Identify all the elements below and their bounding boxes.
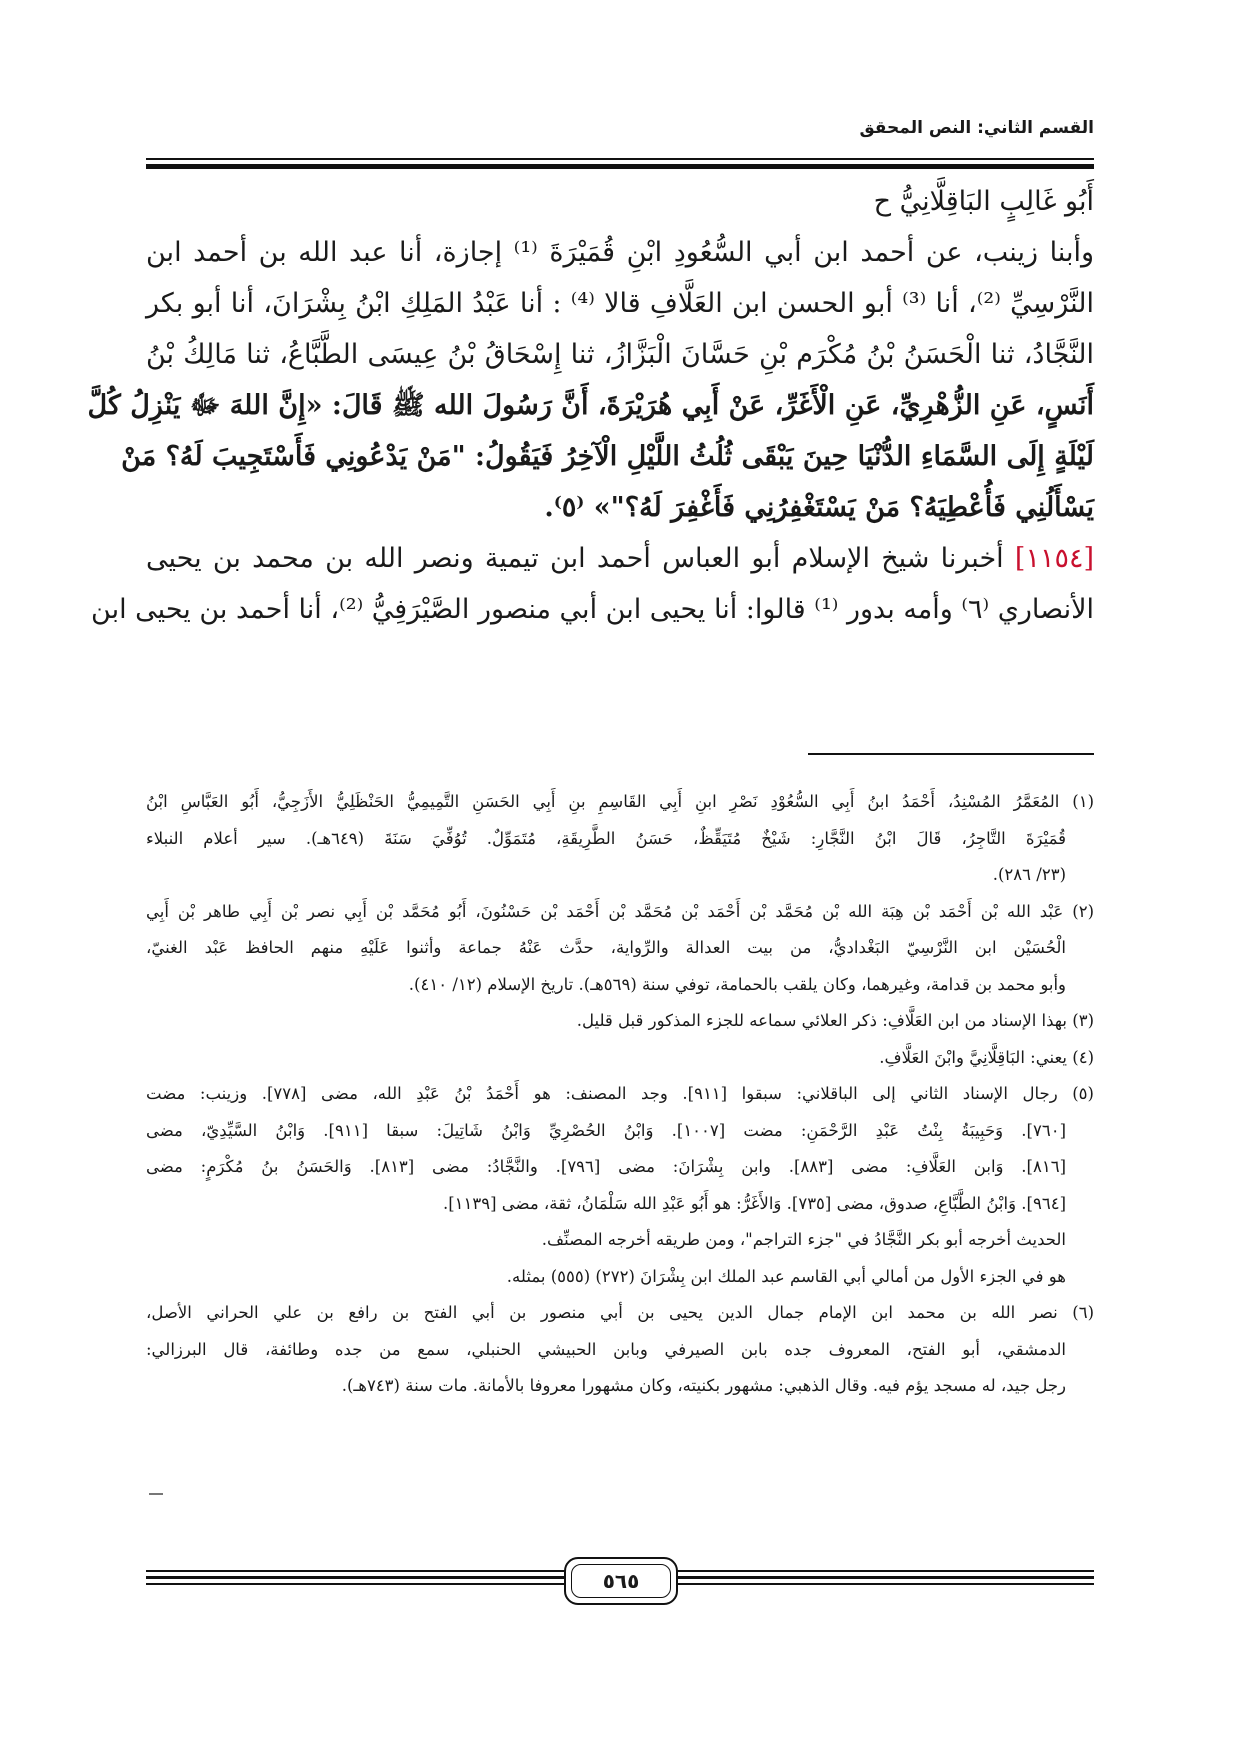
header-rule-thick [146, 164, 1094, 169]
text-line: وأبنا زينب، عن أحمد ابن أبي السُّعُودِ ابْنِ قُمَيْرَةَ ⁽¹⁾ إجازة، أنا عبد الله بن أحمد ابن [146, 237, 1095, 268]
footnote-line: رجل جيد، له مسجد يؤم فيه. وقال الذهبي: مشهور بكنيته، وكان مشهورا معروفا بالأمانة. مات سنة (٧٤٣هـ). [341, 1376, 1066, 1395]
text-line: النَّجَّادُ، ثنا الْحَسَنُ بْنُ مُكْرَم بْنِ حَسَّانَ الْبَزَّازُ، ثنا إِسْحَاقُ بْنُ عِيسَى الطَّبَّاعُ، ثنا مَالِكُ بْنُ [146, 339, 1094, 370]
continuation-mark [149, 1493, 163, 1495]
entry-number: [١١٥٤] [1014, 543, 1094, 574]
footnote-line: الْحُسَيْن ابن النَّرْسِيّ البَغْداديُّ، من بيت العدالة والرِّواية، حدَّث عَنْهُ جماعة وأثنوا عَلَيْهِ منهم الحافظ عَبْد الغنيّ، [146, 938, 1066, 957]
entry-text: أخبرنا شيخ الإسلام أبو العباس أحمد ابن تيمية ونصر الله بن محمد بن يحيى [146, 543, 1015, 574]
hadith-line: أَنَسٍ، عَنِ الزُّهْرِيِّ، عَنِ الْأَغَرِّ، عَنْ أَبِي هُرَيْرَةَ، أَنَّ رَسُولَ الله ﷺ قَالَ: «إِنَّ اللهَ ﷻ يَنْزِلُ كُلَّ [87, 390, 1094, 421]
header-rule [146, 158, 1094, 160]
page-number-badge [564, 1557, 678, 1605]
footnote-line: (٥) رجال الإسناد الثاني إلى الباقلاني: سبقوا [٩١١]. وجد المصنف: هو أَحْمَدُ بْنُ عَبْدِ الله، مضى [٧٧٨]. وزينب: مضت [146, 1084, 1094, 1103]
footnote-line: (٤) يعني: البَاقِلَّانِيَّ وابْنَ العَلَّافِ. [879, 1047, 1094, 1067]
footnote-line: (٢) عَبْد الله بْن أَحْمَد بْن هِبَة الله بْن مُحَمَّد بْن أَحْمَد بْن مُحَمَّد بْن أَحْمَد بْن حَسْنُونَ، أَبُو مُحَمَّد بْن أَبِي نصر بْن أَبِي طاهر بْن أَبِي [146, 901, 1094, 921]
footnote-line: (١) المُعَمَّرُ المُسْنِدُ، أَحْمَدُ ابنُ أَبِي السُّعُوْدِ نَصْرِ ابنِ أَبِي القَاسِمِ بنِ أَبِي الحَسَنِ التَّمِيمِيُّ الحَنْظَلِيُّ الأَزَجِيُّ، أَبُو العَبَّاسِ ابْنُ [146, 792, 1094, 811]
footnote-line: [٧٦٠]. وَحَبِيبَةُ بِنْتُ عَبْدِ الرَّحْمَنِ: مضت [١٠٠٧]. وَابْنُ الحُصْرِيِّ وَابْنُ شَاتِيلَ: سبقا [٩١١]. وَابْنُ السَّيِّدِيّ، مضى [146, 1120, 1066, 1140]
footnote-line: (٢٣/ ٢٨٦). [992, 865, 1066, 884]
footnotes [146, 784, 1094, 1405]
page-number: ٥٦٥ [571, 1564, 671, 1598]
running-header: القسم الثاني: النص المحقق [859, 118, 1094, 138]
footnote-line: وأبو محمد بن قدامة، وغيرهما، وكان يلقب بالحمامة، توفي سنة (٥٦٩هـ). تاريخ الإسلام (١٢/ ٤١٠). [408, 974, 1066, 994]
text-line: النَّرْسِيِّ ⁽²⁾، أنا ⁽³⁾ أبو الحسن ابن العَلَّافِ قالا ⁽⁴⁾ : أنا عَبْدُ المَلِكِ ابْنُ بِشْرَانَ، أنا أبو بكر [146, 288, 1094, 319]
entry-line: الأنصاري ⁽٦⁾ وأمه بدور ⁽¹⁾ قالوا: أنا يحيى ابن أبي منصور الصَّيْرَفِيُّ ⁽²⁾، أنا أحمد بن يحيى ابن [91, 594, 1094, 625]
footnote-line: [٨١٦]. وَابن العَلَّافِ: مضى [٨٨٣]. وابن بِشْرَانَ: مضى [٧٩٦]. والنَّجَّادُ: مضى [٨١٣]. وَالحَسَنُ بنُ مُكْرَمٍ: مضى [146, 1157, 1066, 1176]
footnote-line: هو في الجزء الأول من أمالي أبي القاسم عبد الملك ابن بِشْرَانَ (٢٧٢) (٥٥٥) بمثله. [506, 1266, 1066, 1286]
footnote-line: الدمشقي، أبو الفتح، المعروف جده بابن الصيرفي وبابن الحبيشي الحنبلي، سمع من جده وطائفة، قال البرزالي: [146, 1339, 1066, 1359]
entry-line [146, 533, 1094, 584]
narrator-heading: أَبُو غَالِبٍ البَاقِلَّانِيُّ ح [873, 186, 1094, 217]
hadith-line: يَسْأَلُنِي فَأُعْطِيَهُ؟ مَنْ يَسْتَغْفِرُنِي فَأَغْفِرَ لَهُ؟"» ⁽٥⁾. [544, 492, 1094, 523]
main-text [87, 176, 1095, 635]
hadith-line: لَيْلَةٍ إِلَى السَّمَاءِ الدُّنْيَا حِينَ يَبْقَى ثُلُثُ اللَّيْلِ الْآخِرُ فَيَقُولُ: "مَنْ يَدْعُونِي فَأَسْتَجِيبَ لَهُ؟ مَنْ [121, 441, 1094, 472]
footnote-line: (٦) نصر الله بن محمد ابن الإمام جمال الدين يحيى بن أبي منصور بن أبي الفتح بن رافع بن علي الحراني الأصل، [146, 1303, 1094, 1322]
footnote-line: (٣) بهذا الإسناد من ابن العَلَّافِ: ذكر العلائي سماعه للجزء المذكور قبل قليل. [576, 1011, 1094, 1030]
footnote-separator [808, 753, 1094, 755]
footnote-line: الحديث أخرجه أبو بكر النَّجَّادُ في "جزء التراجم"، ومن طريقه أخرجه المصنِّف. [541, 1230, 1066, 1249]
footnote-line: [٩٦٤]. وَابْنُ الطَّبَّاعِ، صدوق، مضى [٧٣٥]. وَالأَغَرُّ: هو أَبُو عَبْدِ الله سَلْمَانُ، ثقة، مضى [١١٣٩]. [442, 1193, 1066, 1213]
footnote-line: قُمَيْرَةَ التَّاجِرُ، قَالَ ابْنُ النَّجَّارِ: شَيْخٌ مُتَيَقِّظٌ، حَسَنُ الطَّرِيقَةِ، مُتَمَوِّلٌ. تُوُفِّيَ سَنَةَ (٦٤٩هـ). سير أعلام النبلاء [146, 828, 1066, 848]
